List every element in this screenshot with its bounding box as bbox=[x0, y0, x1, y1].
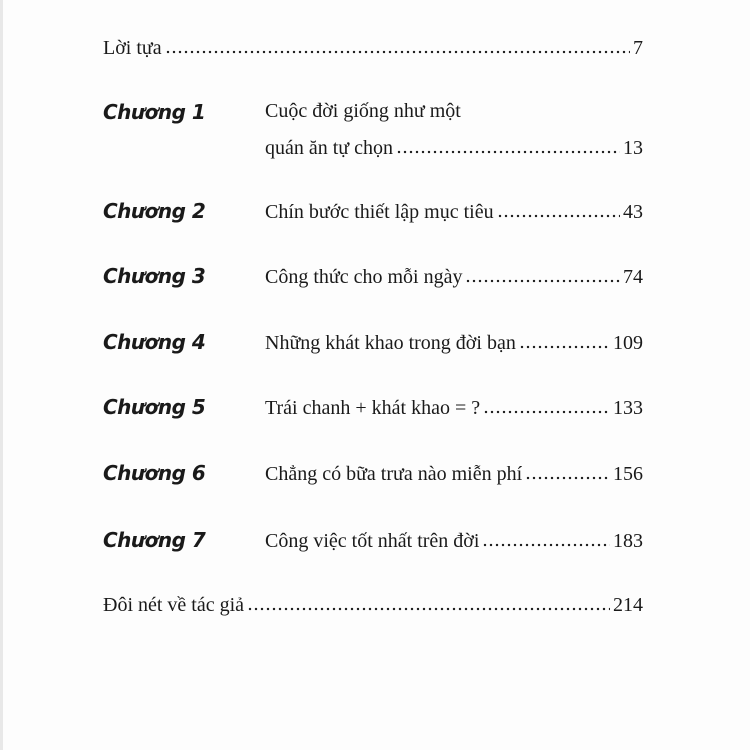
toc-entry-chapter-5[interactable] bbox=[103, 395, 643, 420]
chapter-label: Chương 5 bbox=[103, 395, 206, 419]
dot-leader bbox=[482, 543, 610, 547]
entry-title: Công việc tốt nhất trên đời bbox=[265, 530, 480, 552]
chapter-label: Chương 1 bbox=[103, 100, 206, 124]
toc-entry-chapter-4[interactable] bbox=[103, 330, 643, 355]
entry-page: 183 bbox=[613, 530, 643, 552]
entry-title: Công thức cho mỗi ngày bbox=[265, 266, 463, 288]
entry-page: 156 bbox=[613, 463, 643, 485]
toc-entry-chapter-7[interactable] bbox=[103, 528, 643, 553]
chapter-label: Chương 7 bbox=[103, 528, 206, 552]
entry-page: 13 bbox=[623, 137, 643, 159]
dot-leader bbox=[497, 214, 620, 218]
entry-page: 43 bbox=[623, 201, 643, 223]
chapter-label: Chương 4 bbox=[103, 330, 206, 354]
entry-page: 133 bbox=[613, 397, 643, 419]
chapter-label: Chương 3 bbox=[103, 264, 206, 288]
toc-entry-preface[interactable] bbox=[103, 37, 643, 60]
entry-title: Đôi nét về tác giả bbox=[103, 594, 245, 616]
entry-page: 109 bbox=[613, 332, 643, 354]
dot-leader bbox=[247, 607, 610, 611]
toc-entry-about-author[interactable] bbox=[103, 594, 643, 617]
dot-leader bbox=[165, 50, 630, 54]
dot-leader bbox=[465, 279, 620, 283]
entry-page: 7 bbox=[633, 37, 643, 59]
entry-title: quán ăn tự chọn bbox=[265, 137, 394, 159]
chapter-1-title-line1: Cuộc đời giống như một bbox=[265, 100, 461, 122]
toc-entry-chapter-1-line2[interactable] bbox=[265, 137, 643, 160]
chapter-label: Chương 6 bbox=[103, 461, 206, 485]
dot-leader bbox=[396, 150, 620, 154]
toc-entry-chapter-6[interactable] bbox=[103, 461, 643, 486]
toc-entry-chapter-3[interactable] bbox=[103, 264, 643, 289]
dot-leader bbox=[525, 476, 610, 480]
toc-entry-chapter-1[interactable] bbox=[103, 100, 643, 124]
entry-page: 214 bbox=[613, 594, 643, 616]
page-edge bbox=[0, 0, 3, 750]
entry-page: 74 bbox=[623, 266, 643, 288]
chapter-label: Chương 2 bbox=[103, 199, 206, 223]
entry-title: Chín bước thiết lập mục tiêu bbox=[265, 201, 494, 223]
entry-title: Chẳng có bữa trưa nào miễn phí bbox=[265, 463, 523, 485]
entry-title: Lời tựa bbox=[103, 37, 162, 59]
dot-leader bbox=[519, 345, 610, 349]
dot-leader bbox=[483, 410, 610, 414]
entry-title: Trái chanh + khát khao = ? bbox=[265, 397, 481, 419]
toc-entry-chapter-2[interactable] bbox=[103, 199, 643, 224]
entry-title: Những khát khao trong đời bạn bbox=[265, 332, 516, 354]
